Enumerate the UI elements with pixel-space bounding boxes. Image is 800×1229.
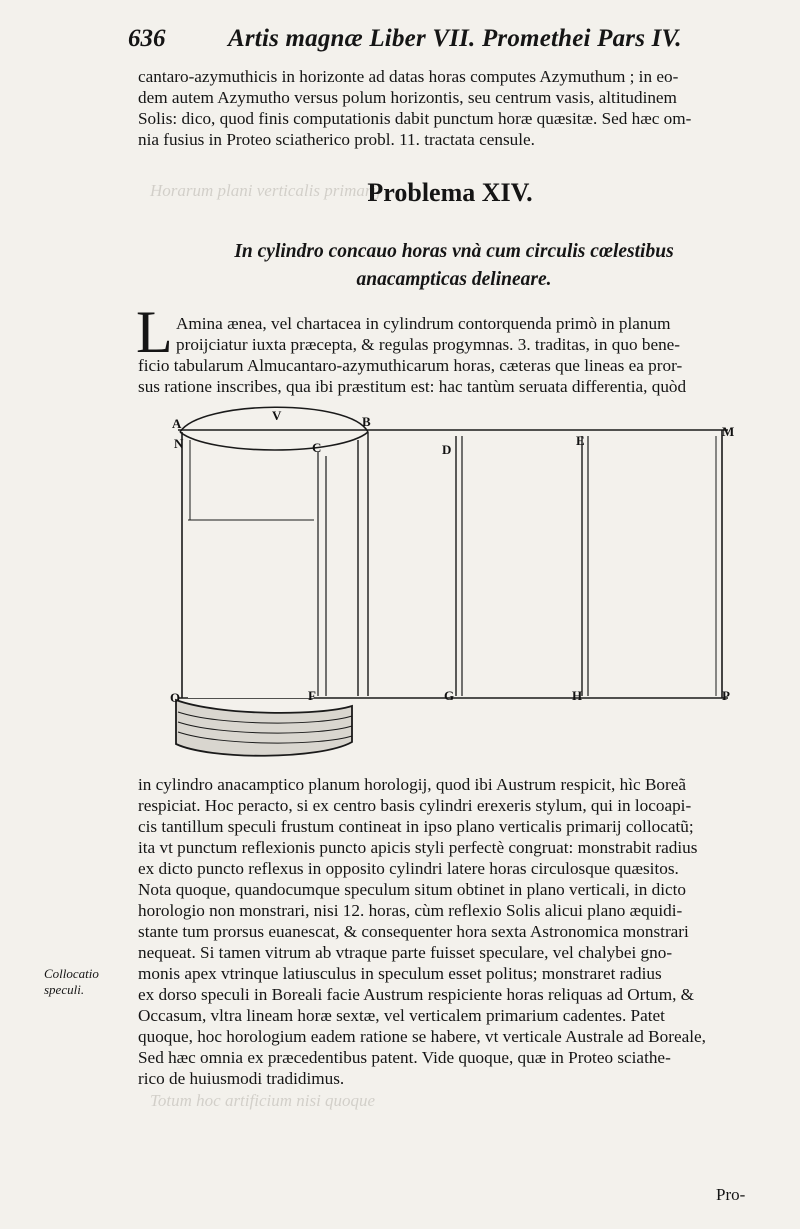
figure-label-d: D	[442, 442, 452, 457]
text-line: ex dicto puncto reflexus in opposito cylindri latere horas circulosque quæsitos.	[138, 859, 679, 878]
figure-label-g: G	[444, 688, 455, 703]
text-line: ita vt punctum reflexionis puncto apicis styli perfectè congruat: monstrabit radius	[138, 838, 698, 857]
figure-label-m: M	[722, 424, 735, 439]
text-line: respiciat. Hoc peracto, si ex centro basis cylindri erexeris stylum, qui in locoapi-	[138, 796, 692, 815]
text-line: Amina ænea, vel chartacea in cylindrum contorquenda primò in planum	[176, 314, 671, 333]
text-line: Nota quoque, quandocumque speculum situm obtinet in plano verticali, in dicto	[138, 880, 686, 899]
figure-label-v: V	[272, 408, 282, 423]
text-line: sus ratione inscribes, qua ibi præstitum est: hac tantùm seruata differentia, quòd	[138, 377, 687, 396]
figure-label-e: E	[576, 433, 585, 448]
text-line: dem autem Azymutho versus polum horizontis, seu centrum vasis, altitudinem	[138, 88, 677, 107]
text-line: rico de huiusmodi tradidimus.	[138, 1069, 345, 1088]
figure-label-f: F	[308, 688, 316, 703]
bleed-through-text: Horarum plani verticalis primarij	[150, 181, 381, 200]
main-paragraph	[138, 774, 770, 1089]
text-line: Sed hæc omnia ex præcedentibus patent. Vide quoque, quæ in Proteo sciathe-	[138, 1048, 671, 1067]
running-title: Artis magnæ Liber VII. Promethei Pars IV.	[228, 25, 682, 52]
bleed-through-text: Totum hoc artificium nisi quoque	[150, 1091, 376, 1110]
text-line: proijciatur iuxta præcepta, & regulas progymnas. 3. traditas, in quo bene-	[176, 335, 681, 354]
figure-label-b: B	[362, 414, 371, 429]
text-line: in cylindro anacamptico planum horologij, quod ibi Austrum respicit, hìc Boreã	[138, 775, 686, 794]
page-number: 636	[128, 25, 166, 52]
figure-label-c: C	[312, 440, 322, 455]
text-line: horologio non monstrari, nisi 12. horas, cùm reflexio Solis alicui plano æquidi-	[138, 901, 683, 920]
figure-label-p: P	[722, 688, 730, 703]
subtitle-line: anacampticas delineare.	[356, 269, 552, 290]
margin-note: Collocatio speculi.	[44, 966, 99, 997]
text-line: stante tum prorsus euanescat, & consequenter hora sexta Astronomica monstrari	[138, 922, 689, 941]
cylinder-rim-arc	[180, 432, 368, 450]
text-line: cantaro-azymuthicis in horizonte ad datas horas computes Azymuthum ; in eo-	[138, 67, 679, 86]
text-line: monis apex vtrinque latiusculus in speculum esset politus; monstraret radius	[138, 964, 662, 983]
text-line: nia fusius in Proteo sciatherico probl. 11. tractata censule.	[138, 130, 535, 149]
text-line: Solis: dico, quod finis computationis dabit punctum horæ quæsitæ. Sed hæc om-	[138, 109, 692, 128]
subtitle-line: In cylindro concauo horas vnà cum circulis cœlestibus	[234, 241, 674, 262]
text-line: ex dorso speculi in Boreali facie Austrum respiciente horas reliquas ad Ortum, &	[138, 985, 695, 1004]
figure-label-a: A	[172, 416, 182, 431]
figure-label-h: H	[572, 688, 583, 703]
figure-label-n: N	[174, 436, 184, 451]
text-line: cis tantillum speculi frustum contineat in ipso plano verticalis primarij collocatũ;	[138, 817, 694, 836]
catchword: Pro-	[716, 1185, 746, 1204]
drop-cap: L	[136, 299, 173, 365]
text-line: Occasum, vltra lineam horæ sextæ, vel verticalem primarium cadentes. Patet	[138, 1006, 665, 1025]
text-line: nequeat. Si tamen vitrum ab vtraque parte fuisset speculare, vel chalybei gno-	[138, 943, 673, 962]
problem-title: Problema XIV.	[367, 178, 533, 207]
text-line: ficio tabularum Almucantaro-azymuthicarum horas, cæteras que lineas ea pror-	[138, 356, 683, 375]
text-line: quoque, hoc horologium eadem ratione se habere, vt verticale Australe ad Boreale,	[138, 1027, 706, 1046]
figure-label-o: O	[170, 690, 181, 705]
